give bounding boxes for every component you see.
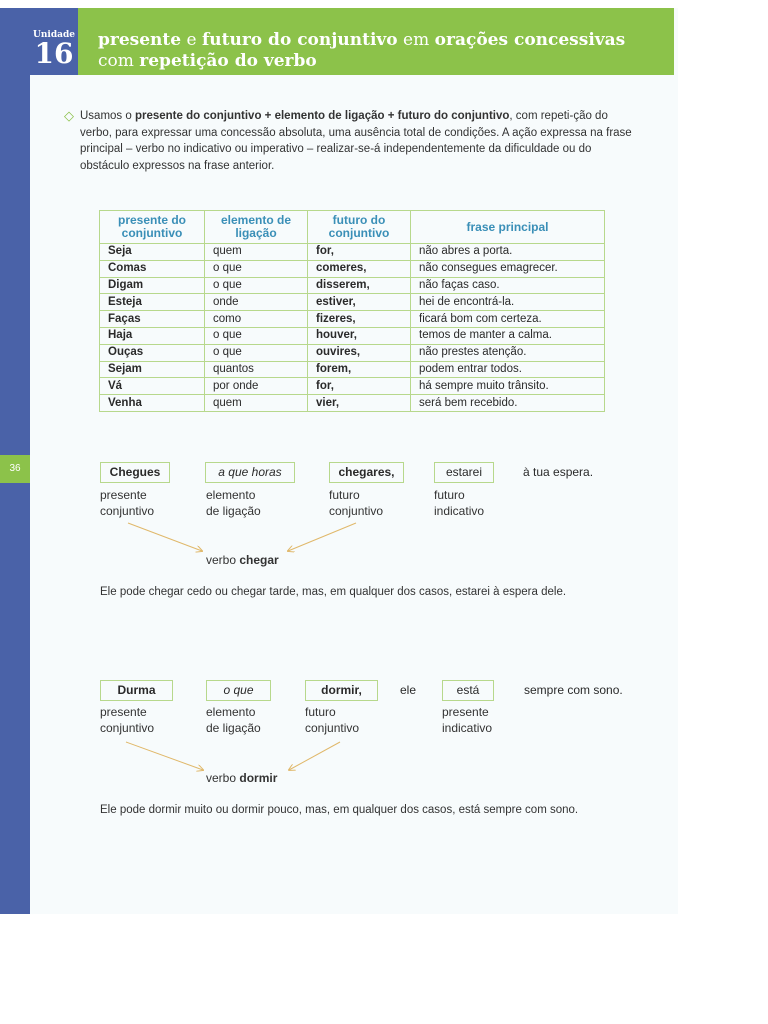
ex2-label-elemento: elemento de ligação (206, 705, 261, 735)
ex2-sentence: Ele pode dormir muito ou dormir pouco, mas, em qualquer dos casos, está sempre com sono. (100, 804, 579, 816)
ex2-label-presente: presente conjuntivo (100, 705, 155, 735)
ex2-label-futuro: futuro conjuntivo (305, 705, 360, 735)
header-elemento: elemento de ligação (205, 211, 308, 244)
table-row: Seja quem for, não abres a porta. (100, 244, 605, 261)
conjugation-table (99, 210, 605, 412)
ex1-futuro-box: chegares, (329, 462, 404, 483)
table-row: Comas o que comeres, não consegues emagrecer. (100, 260, 605, 277)
unit-label: Unidade (33, 30, 75, 40)
header-frase: frase principal (411, 211, 605, 244)
table-row: Esteja onde estiver, hei de encontrá-la. (100, 294, 605, 311)
intro-paragraph: Usamos o presente do conjuntivo + elemento de ligação + futuro do conjuntivo, com repeti-ção do verbo, para expressar uma concessão absoluta, uma ausência total de condições. A ação expressa na frase principal – verbo no indicativo ou imperativo – realizar-se-á independentemente da dificuldade ou do obstáculo expressos na frase anterior. (80, 110, 632, 172)
table-row: Venha quem vier, será bem recebido. (100, 395, 605, 412)
ex2-tail-text: sempre com sono. (524, 683, 623, 697)
page-number: 36 (0, 455, 30, 483)
diamond-bullet-icon: ◇ (64, 108, 74, 123)
table-header-row (100, 211, 605, 244)
ex1-presente-box: Chegues (100, 462, 170, 483)
table-row: Ouças o que ouvires, não prestes atenção. (100, 344, 605, 361)
ex1-verb-label: verbo chegar (206, 553, 279, 567)
ex2-label-indicativo: presente indicativo (442, 705, 493, 735)
ex1-tail-text: à tua espera. (523, 465, 594, 479)
ex2-mid-text: ele (400, 683, 417, 697)
ex2-indicativo-box: está (442, 680, 494, 701)
ex1-label-elemento: elemento de ligação (206, 488, 261, 518)
ex1-elemento-box: a que horas (205, 462, 295, 483)
ex1-label-presente: presente conjuntivo (100, 488, 155, 518)
ex2-presente-box: Durma (100, 680, 173, 701)
table-row: Vá por onde for, há sempre muito trânsito. (100, 378, 605, 395)
ex1-label-futuro: futuro conjuntivo (329, 488, 384, 518)
ex1-label-indicativo: futuro indicativo (434, 488, 485, 518)
title-line-1: presente e futuro do conjuntivo em orações concessivas (98, 30, 626, 50)
unit-number: 16 (34, 37, 74, 70)
page-title (78, 8, 674, 75)
header-futuro: futuro do conjuntivo (308, 211, 411, 244)
table-row: Faças como fizeres, ficará bom com certeza. (100, 311, 605, 328)
title-line-2: com repetição do verbo (98, 51, 317, 71)
ex2-futuro-box: dormir, (305, 680, 378, 701)
unit-badge (30, 8, 78, 75)
table-row: Haja o que houver, temos de manter a calma. (100, 327, 605, 344)
ex1-indicativo-box: estarei (434, 462, 494, 483)
ex1-sentence: Ele pode chegar cedo ou chegar tarde, mas, em qualquer dos casos, estarei à espera dele. (100, 586, 567, 598)
header-presente: presente do conjuntivo (100, 211, 205, 244)
ex2-verb-label: verbo dormir (206, 771, 278, 785)
ex2-elemento-box: o que (206, 680, 271, 701)
table-row: Digam o que disserem, não faças caso. (100, 277, 605, 294)
table-row: Sejam quantos forem, podem entrar todos. (100, 361, 605, 378)
